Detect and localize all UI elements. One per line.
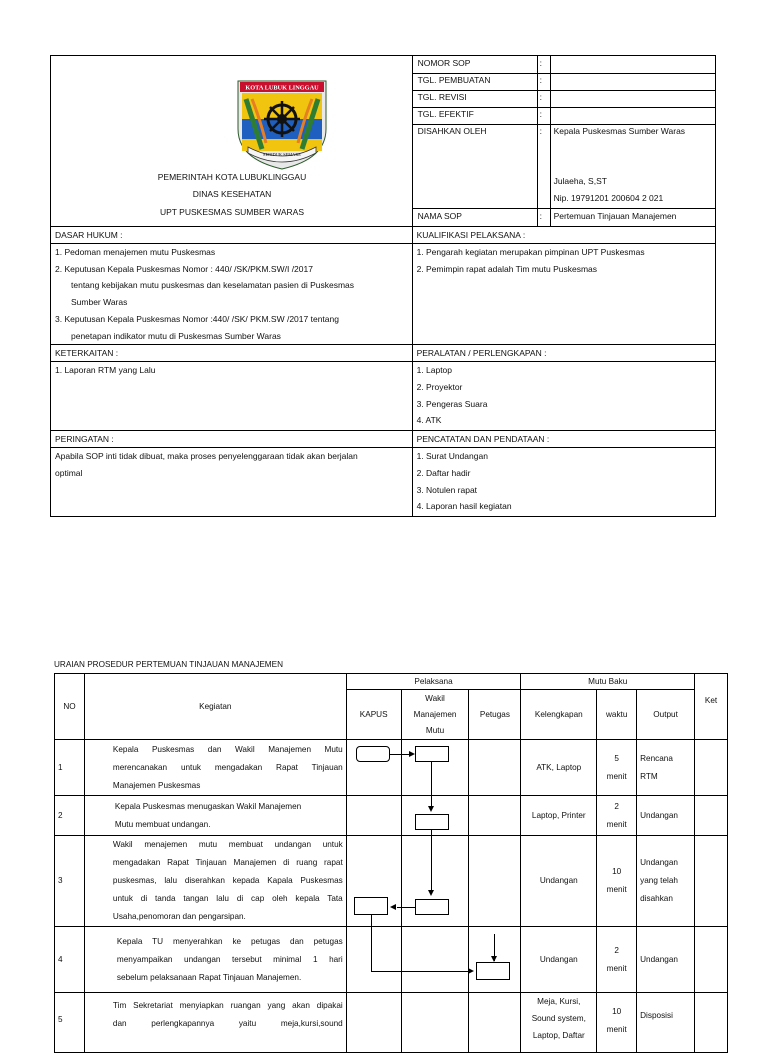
dasar-hukum-title: DASAR HUKUM : [51,227,412,244]
colon: : [539,75,542,85]
uraian-table [54,673,728,1053]
header-no: NO [55,674,85,740]
field-label-tgl-revisi: TGL. REVISI [417,92,467,102]
keterkaitan-line: 1. Laporan RTM yang Lalu [55,365,156,376]
org-cell [51,56,413,227]
colon: : [539,92,542,102]
table-row [55,740,728,796]
colon: : [539,58,542,68]
row-output: Undangan [637,927,695,993]
row-output: Undangan [637,796,695,836]
peringatan-title: PERINGATAN : [51,431,412,448]
row-kegiatan: Wakil menajemen mutu membuat undangan untuk mengadakan Rapat Tinjauan Manajemen di ruang rapat puskesmas, lalu diserahkan kepada Kapala Puskesmas untuk di tanda tangan lalu di cap oleh kepala Tata Usaha,penomoran dan pengarsipan. [84,836,346,927]
header-pelaksana: Pelaksana [346,674,521,690]
row-no: 1 [55,740,85,796]
keterkaitan-title: KETERKAITAN : [51,345,412,362]
colon: : [539,211,542,221]
flow-arrow-icon [428,806,434,812]
logo-banner-text: KOTA LUBUK LINGGAU [245,84,319,92]
table-row [55,927,728,993]
row-kelengkapan: Laptop, Printer [521,796,597,836]
flow-connector [390,754,410,755]
peringatan-line: optimal [55,467,83,478]
org-line-upt: UPT PUSKESMAS SUMBER WARAS [159,207,305,217]
flow-connector [431,762,432,807]
pencatatan-title: PENCATATAN DAN PENDATAAN : [413,431,715,448]
kualifikasi-line: 1. Pengarah kegiatan merupakan pimpinan UPT Puskesmas [416,247,645,257]
flow-connector [371,971,469,972]
field-label-disahkan-oleh: DISAHKAN OLEH [417,126,487,136]
dasar-hukum-line: 1. Pedoman menajemen mutu Puskesmas [55,247,216,257]
signer-name: Julaeha, S,ST [553,176,607,186]
row-waktu: 5 menit [597,740,637,796]
header-wakil-manajemen-mutu: Wakil Manajemen Mutu [401,690,469,740]
field-label-tgl-efektif: TGL. EFEKTIF [417,109,474,119]
kualifikasi-title: KUALIFIKASI PELAKSANA : [413,227,715,244]
table-row [55,836,728,927]
flow-connector [397,907,415,908]
peralatan-line: 3. Pengeras Suara [416,398,488,409]
row-output: Undangan yang telah disahkan [637,836,695,927]
colon: : [539,109,542,119]
flow-process-wakil [415,814,449,830]
dasar-hukum-line: Sumber Waras [71,297,128,308]
header-output: Output [637,690,695,740]
flow-arrow-icon [390,904,396,910]
header-mutu-baku: Mutu Baku [521,674,695,690]
pencatatan-line: 4. Laporan hasil kegiatan [416,501,512,512]
logo-motto-text: SEBIDUK SEMARE [263,152,301,157]
peralatan-line: 4. ATK [416,415,442,426]
flow-arrow-icon [468,968,474,974]
row-no: 3 [55,836,85,927]
flow-arrow-icon [428,890,434,896]
row-kelengkapan: Undangan [521,836,597,927]
peringatan-cell [51,431,413,517]
keterkaitan-cell [51,345,413,431]
sop-meta-cell [412,56,715,227]
field-value-disahkan-oleh: Kepala Puskesmas Sumber Waras [553,126,686,136]
table-row [55,993,728,1053]
row-kegiatan: Kepala Puskesmas menugaskan Wakil Manajemen Mutu membuat undangan. [84,796,346,836]
flow-connector [431,830,432,890]
field-label-tgl-pembuatan: TGL. PEMBUATAN [417,75,491,85]
row-output: Rencana RTM [637,740,695,796]
pencatatan-cell [412,431,715,517]
row-no: 4 [55,927,85,993]
flow-process-kapus [354,897,388,915]
flow-connector [371,915,372,972]
uraian-title: URAIAN PROSEDUR PERTEMUAN TINJAUAN MANAJEMEN [54,660,283,669]
table-row [55,796,728,836]
dasar-hukum-cell [51,227,413,345]
colon: : [539,126,542,136]
row-no: 5 [55,993,85,1053]
row-kegiatan: Kepala TU menyerahkan ke petugas dan petugas menyampaikan undangan tersebut minimal 1 hari sebelum pelaksanaan Rapat Tinjauan Manajemen. [84,927,346,993]
row-kelengkapan: ATK, Laptop [521,740,597,796]
dasar-hukum-line: tentang kebijakan mutu puskesmas dan keselamatan pasien di Puskesmas [71,280,355,291]
city-emblem-logo [234,79,330,171]
field-label-nomor-sop: NOMOR SOP [417,58,471,68]
field-label-nama-sop: NAMA SOP [417,211,462,221]
pencatatan-line: 3. Notulen rapat [416,484,478,495]
row-waktu: 10 menit [597,836,637,927]
header-kelengkapan: Kelengkapan [521,690,597,740]
pencatatan-line: 2. Daftar hadir [416,467,471,478]
peralatan-line: 2. Proyektor [416,381,463,392]
header-kegiatan: Kegiatan [84,674,346,740]
flow-terminator-kapus [356,746,390,762]
kualifikasi-cell [412,227,715,345]
field-value-nama-sop: Pertemuan Tinjauan Manajemen [553,211,677,221]
header-waktu: waktu [597,690,637,740]
kualifikasi-line: 2. Pemimpin rapat adalah Tim mutu Puskesmas [416,263,598,274]
peralatan-cell [412,345,715,431]
dasar-hukum-line: penetapan indikator mutu di Puskesmas Sumber Waras [71,330,281,341]
row-kelengkapan: Meja, Kursi, Sound system, Laptop, Daftar [521,993,597,1053]
sop-header-table [50,55,716,517]
org-line-dinas: DINAS KESEHATAN [192,189,272,199]
header-petugas: Petugas [469,690,521,740]
flow-process-wakil [415,899,449,915]
flow-process-wakil [415,746,449,762]
header-ket: Ket [695,674,728,740]
row-kegiatan: Kepala Puskesmas dan Wakil Manajemen Mutu merencanakan untuk mengadakan Rapat Tinjauan Manajemen Puskesmas [84,740,346,796]
row-kegiatan: Tim Sekretariat menyiapkan ruangan yang akan dipakai dan perlengkapannya yaitu meja,kursi,sound [84,993,346,1053]
peralatan-title: PERALATAN / PERLENGKAPAN : [413,345,715,362]
row-waktu: 2 menit [597,927,637,993]
flow-process-petugas [476,962,510,980]
row-output: Disposisi [637,993,695,1053]
org-line-pemerintah: PEMERINTAH KOTA LUBUKLINGGAU [157,172,307,182]
row-no: 2 [55,796,85,836]
row-waktu: 10 menit [597,993,637,1053]
pencatatan-line: 1. Surat Undangan [416,451,488,462]
header-kapus: KAPUS [346,690,401,740]
row-waktu: 2 menit [597,796,637,836]
row-kelengkapan: Undangan [521,927,597,993]
dasar-hukum-line: 3. Keputusan Kepala Puskesmas Nomor :440/ /SK/ PKM.SW /2017 tentang [55,313,339,324]
peringatan-line: Apabila SOP inti tidak dibuat, maka proses penyelenggaraan tidak akan berjalan [55,451,358,462]
peralatan-line: 1. Laptop [416,365,453,376]
signer-nip: Nip. 19791201 200604 2 021 [553,193,664,203]
dasar-hukum-line: 2. Keputusan Kepala Puskesmas Nomor : 440/ /SK/PKM.SW/I /2017 [55,263,313,274]
